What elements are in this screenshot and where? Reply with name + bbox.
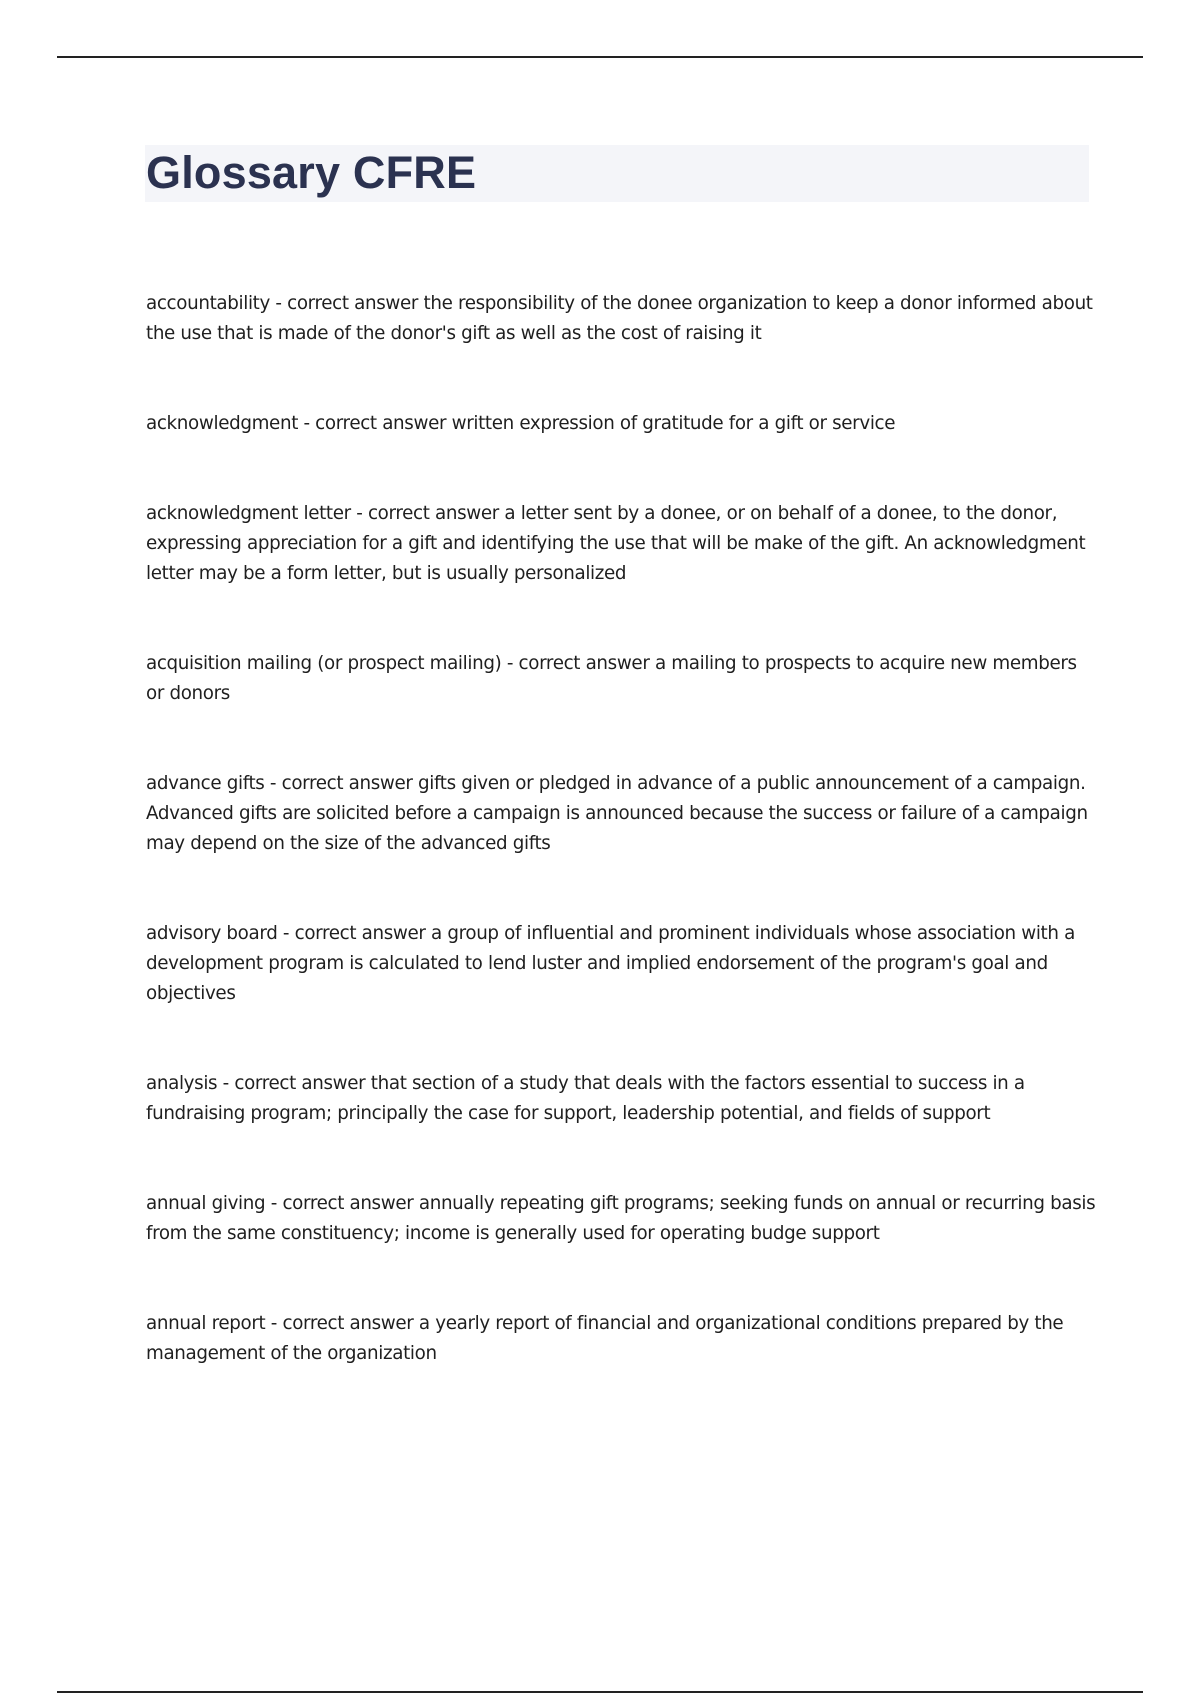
glossary-entry-acknowledgment: acknowledgment - correct answer written expression of gratitude for a gift or service xyxy=(146,413,896,434)
glossary-entry-annual-giving: annual giving - correct answer annually repeating gift programs; seeking funds on annual or recurring basis from the same constituency; income is generally used for operating budge support xyxy=(146,1193,1096,1244)
page-top-rule xyxy=(57,56,1143,58)
page-title: Glossary CFRE xyxy=(146,147,477,198)
glossary-entry-accountability: accountability - correct answer the responsibility of the donee organization to keep a donor informed about the use that is made of the donor's gift as well as the cost of raising it xyxy=(146,293,1093,344)
glossary-list xyxy=(146,289,1096,1429)
glossary-entry-advance-gifts: advance gifts - correct answer gifts given or pledged in advance of a public announcement of a campaign. Advanced gifts are solicited before a campaign is announced because the success or failure of a campaign may depend on the size of the advanced gifts xyxy=(146,773,1088,854)
glossary-entry-acquisition-mailing: acquisition mailing (or prospect mailing) - correct answer a mailing to prospects to acquire new members or donors xyxy=(146,653,1077,704)
glossary-entry-acknowledgment-letter: acknowledgment letter - correct answer a letter sent by a donee, or on behalf of a donee, to the donor, expressing appreciation for a gift and identifying the use that will be make of the gift. An acknowledgment letter may be a form letter, but is usually personalized xyxy=(146,503,1086,584)
glossary-entry-analysis: analysis - correct answer that section of a study that deals with the factors essential to success in a fundraising program; principally the case for support, leadership potential, and fields of support xyxy=(146,1073,1025,1124)
glossary-entry-advisory-board: advisory board - correct answer a group of influential and prominent individuals whose association with a development program is calculated to lend luster and implied endorsement of the program's goal and objectives xyxy=(146,923,1075,1004)
page-bottom-rule xyxy=(57,1691,1143,1693)
glossary-entry-annual-report: annual report - correct answer a yearly report of financial and organizational conditions prepared by the management of the organization xyxy=(146,1313,1064,1364)
